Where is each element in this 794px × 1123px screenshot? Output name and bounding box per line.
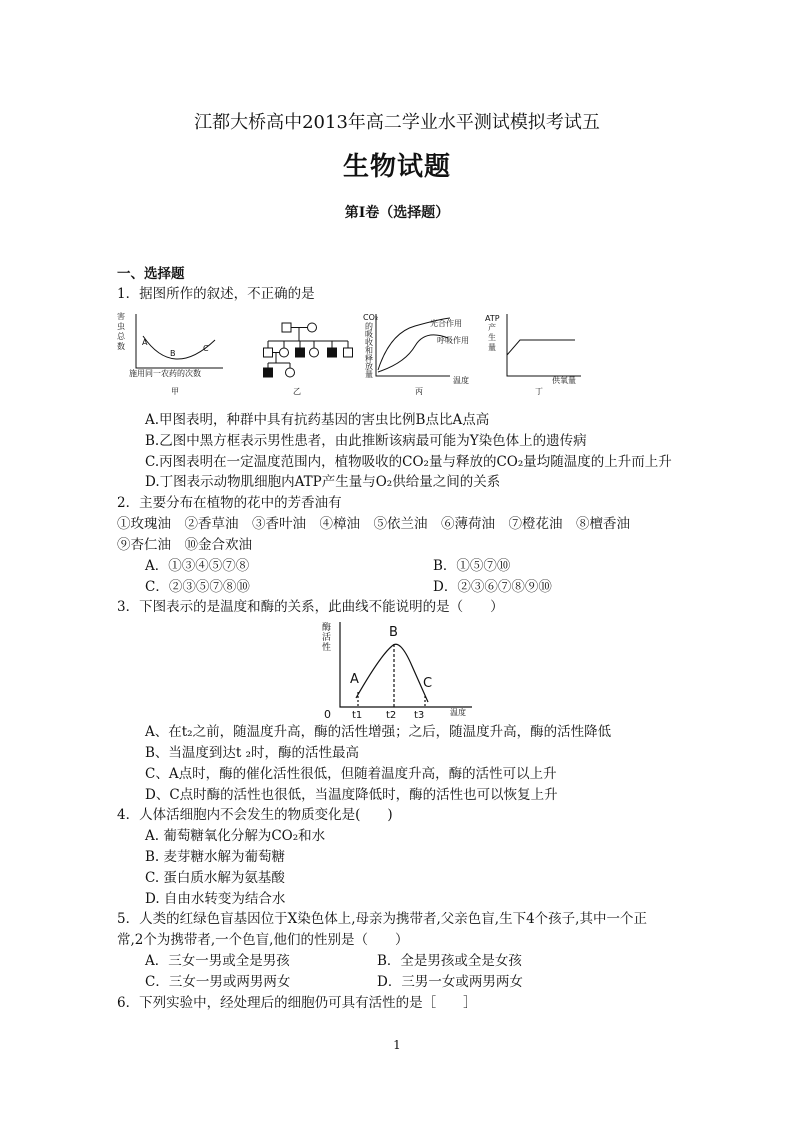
- q1-option-b: B.乙图中黑方框表示男性患者，由此推断该病最可能为Y染色体上的遗传病: [145, 433, 587, 449]
- q3-axes: [340, 622, 472, 707]
- ding-ylabel-3: 量: [488, 343, 496, 352]
- yi-female-2: [280, 348, 289, 357]
- q1-option-a: A.甲图表明，种群中具有抗药基因的害虫比例B点比A点高: [145, 412, 490, 428]
- yi-female-1: [308, 323, 317, 332]
- yi-male-6-affected: [264, 368, 273, 377]
- bing-ylabel-0: CO₂: [363, 313, 379, 322]
- bing-xlabel: 温度: [453, 376, 469, 385]
- q1-option-c: C.丙图表明在一定温度范围内，植物吸收的CO₂量与释放的CO₂量均随温度的上升而上升: [145, 454, 672, 470]
- q4-option-a: A. 葡萄糖氧化分解为CO₂和水: [145, 828, 326, 844]
- jia-axes: [136, 314, 223, 368]
- yi-male-5: [344, 348, 353, 357]
- q3-ylabel-2: 性: [322, 643, 332, 653]
- bing-curve1-label: 光合作用: [430, 319, 462, 328]
- yi-descent-line: [268, 328, 348, 349]
- yi-female-3: [310, 348, 319, 357]
- q6-stem: 6．下列实验中，经处理后的细胞仍可具有活性的是［ ］: [117, 995, 477, 1011]
- q2-option-d: D．②③⑥⑦⑧⑨⑩: [433, 579, 552, 595]
- q3-option-d: D、C点时酶的活性也很低，当温度降低时，酶的活性也可以恢复上升: [145, 787, 558, 803]
- q2-list-line2: ⑨杏仁油 ⑩金合欢油: [117, 537, 252, 553]
- yi-male-2: [264, 348, 273, 357]
- q2-stem: 2．主要分布在植物的花中的芳香油有: [117, 495, 342, 511]
- q2-option-c: C．②③⑤⑦⑧⑩: [145, 579, 250, 595]
- q3-origin: 0: [324, 708, 331, 720]
- q3-ylabel-1: 活: [322, 633, 332, 643]
- q3-bell-curve: [356, 644, 428, 702]
- jia-ylabel-0: 害: [117, 312, 125, 321]
- q2-option-b: B．①⑤⑦⑩: [433, 558, 511, 574]
- ding-axes: [507, 314, 581, 376]
- q3-tick-t1: t1: [352, 710, 363, 720]
- bing-ylabel-5: 释: [365, 354, 373, 363]
- q3-xlabel: 温度: [450, 708, 466, 717]
- q3-tick-t3: t3: [414, 710, 425, 720]
- q3-option-a: A、在t₂之前，随温度升高，酶的活性增强；之后，随温度升高，酶的活性降低: [145, 724, 612, 740]
- q5-option-c: C．三女一男或两男两女: [145, 974, 291, 990]
- ding-xlabel: 供氧量: [552, 376, 576, 385]
- q3-point-b: B: [389, 625, 398, 640]
- q1-option-d: D.丁图表示动物肌细胞内ATP产生量与O₂供给量之间的关系: [145, 474, 501, 490]
- q4-option-b: B. 麦芽糖水解为葡萄糖: [145, 849, 286, 865]
- subject-title: 生物试题: [342, 152, 451, 182]
- q3-point-a: A: [350, 672, 359, 687]
- q5-option-a: A．三女一男或全是男孩: [145, 953, 290, 969]
- q5-stem-line2: 常,2个为携带者,一个色盲,他们的性别是（ ）: [117, 932, 409, 948]
- bing-curve2-label: 呼吸作用: [437, 336, 469, 345]
- jia-ylabel-3: 数: [117, 342, 125, 351]
- section-heading: 一、选择题: [117, 266, 185, 282]
- ding-ylabel-0: ATP: [485, 314, 500, 323]
- yi-caption: 乙: [293, 387, 301, 396]
- q3-point-c: C: [423, 676, 433, 691]
- yi-male-4-affected: [328, 348, 337, 357]
- q3-option-c: C、A点时，酶的催化活性很低，但随着温度升高，酶的活性可以上升: [145, 766, 557, 782]
- q1-stem: 1．据图所作的叙述，不正确的是: [117, 286, 315, 302]
- bing-caption: 丙: [415, 387, 423, 396]
- q2-option-a: A．①③④⑤⑦⑧: [145, 558, 250, 574]
- ding-caption: 丁: [535, 387, 543, 396]
- yi-male-3-affected: [296, 348, 305, 357]
- jia-pt-a: A: [142, 338, 148, 347]
- yi-male-1: [282, 323, 291, 332]
- yi-female-6: [286, 368, 295, 377]
- bing-ylabel-4: 和: [365, 346, 373, 355]
- ding-ylabel-2: 生: [488, 333, 496, 342]
- jia-pt-b: B: [170, 349, 176, 358]
- q1-figures: [115, 308, 715, 400]
- bing-ylabel-2: 吸: [365, 330, 373, 339]
- yi-gen2-lines: [268, 353, 290, 369]
- q3-option-b: B、当温度到达t ₂时，酶的活性最高: [145, 745, 360, 761]
- jia-xlabel: 施用同一农药的次数: [129, 369, 201, 378]
- q5-option-d: D．三男一女或两男两女: [377, 974, 523, 990]
- volume-title: 第Ⅰ卷（选择题）: [344, 205, 450, 221]
- ding-curve: [507, 340, 575, 355]
- bing-ylabel-7: 量: [365, 370, 373, 379]
- page-number: 1: [393, 1038, 401, 1052]
- jia-caption: 甲: [171, 387, 179, 396]
- q2-list-line1: ①玫瑰油 ②香草油 ③香叶油 ④樟油 ⑤依兰油 ⑥薄荷油 ⑦橙花油 ⑧檀香油: [117, 516, 630, 532]
- q3-enzyme-chart: [318, 618, 478, 720]
- jia-pt-c: C: [203, 344, 209, 353]
- bing-ylabel-3: 收: [365, 338, 373, 347]
- school-title: 江都大桥高中2013年高二学业水平测试模拟考试五: [194, 112, 600, 133]
- q3-ylabel-0: 酶: [322, 623, 332, 633]
- q4-option-d: D. 自由水转变为结合水: [145, 891, 286, 907]
- ding-ylabel-1: 产: [488, 323, 496, 332]
- q5-option-b: B．全是男孩或全是女孩: [377, 953, 522, 969]
- q4-stem: 4．人体活细胞内不会发生的物质变化是( ): [117, 807, 393, 823]
- q5-stem-line1: 5．人类的红绿色盲基因位于X染色体上,母亲为携带者,父亲色盲,生下4个孩子,其中一个正: [117, 911, 647, 927]
- jia-ylabel-1: 虫: [117, 322, 125, 331]
- q3-tick-t2: t2: [386, 710, 397, 720]
- bing-ylabel-1: 的: [365, 322, 373, 331]
- bing-ylabel-6: 放: [365, 362, 373, 371]
- jia-ylabel-2: 总: [117, 332, 125, 341]
- q3-stem: 3．下图表示的是温度和酶的关系，此曲线不能说明的是（ ）: [117, 599, 504, 615]
- q4-option-c: C. 蛋白质水解为氨基酸: [145, 870, 285, 886]
